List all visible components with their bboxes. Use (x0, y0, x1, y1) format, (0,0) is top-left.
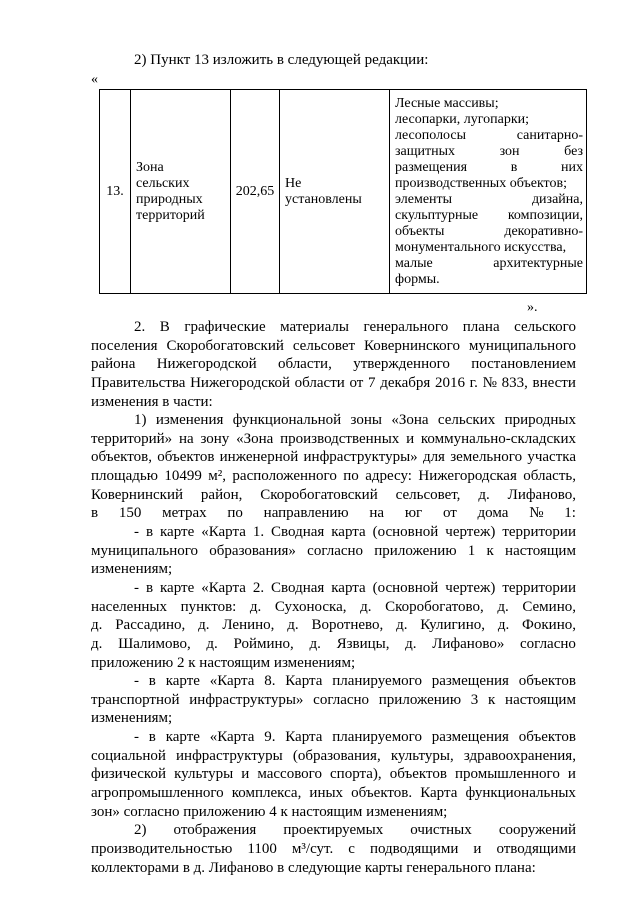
body-line: транспортной инфраструктуры» согласно приложению 3 к настоящим (91, 691, 576, 708)
body-line: Ковернинский район, Скоробогатовский сельсовет, д. Лифаново, (91, 486, 576, 503)
body-line: - в карте «Карта 2. Сводная карта (основной чертеж) территории (134, 579, 576, 596)
body-line: 1) изменения функциональной зоны «Зона сельских природных (134, 412, 576, 429)
body-line: приложению 2 к настоящим изменениям; (91, 654, 356, 671)
permitted-item-line: защитных зон без (395, 143, 583, 159)
permitted-items-cell (390, 90, 587, 294)
body-line: изменениям; (91, 561, 173, 578)
zone-name-cell (131, 90, 231, 294)
body-line: территорий» на зону «Зона производственных и коммунально-складских (91, 430, 576, 447)
status-line: Не (285, 175, 302, 191)
permitted-items-list (395, 96, 583, 288)
body-line: коллекторами в д. Лифаново в следующие карты генерального плана: (91, 859, 536, 876)
quote-open: « (91, 72, 98, 87)
zone-table (99, 89, 587, 294)
status-cell (280, 90, 390, 294)
body-line: агропромышленного комплекса, иных объектов. Карта функциональных (91, 785, 576, 802)
permitted-item-line: монументального искусства, (395, 239, 567, 255)
body-text (91, 318, 576, 877)
zone-name-line: сельских (136, 175, 190, 191)
permitted-item-line: Лесные массивы; (395, 95, 499, 111)
body-line: объектов, объектов инженерной инфраструктуры» для земельного участка (91, 449, 576, 466)
body-line: изменениям; (91, 710, 173, 727)
body-line: района Нижегородской области, утвержденного постановлением (91, 356, 576, 373)
status-line: установлены (285, 191, 362, 207)
zone-name-line: Зона (136, 159, 164, 175)
body-line: 2. В графические материалы генерального плана сельского (134, 319, 576, 335)
permitted-item-line: формы. (395, 271, 440, 287)
permitted-item-line: размещения в них (395, 159, 583, 175)
body-line: Правительства Нижегородской области от 7 декабря 2016 г. № 833, внести (91, 374, 576, 391)
body-line: в 150 метрах по направлению на юг от дома № 1: (91, 505, 576, 522)
body-line: - в карте «Карта 9. Карта планируемого размещения объектов (134, 729, 576, 746)
body-line: зон» согласно приложению 4 к настоящим изменениям; (91, 803, 448, 820)
body-line: д. Рассадино, д. Ленино, д. Воротнево, д. Кулигино, д. Фокино, (91, 617, 576, 634)
body-line: д. Шалимово, д. Роймино, д. Язвицы, д. Лифаново» согласно (91, 635, 576, 652)
body-line: площадью 10499 м², расположенного по адресу: Нижегородская область, (91, 468, 576, 485)
zone-name-line: природных (136, 191, 203, 207)
body-line: изменения в части: (91, 393, 213, 410)
body-line: производительностью 1100 м³/сут. с подводящими и отводящими (91, 840, 576, 857)
permitted-item-line: скульптурные композиции, (395, 207, 583, 223)
area-cell (231, 90, 280, 294)
body-line: социальной инфраструктуры (образования, культуры, здравоохранения, (91, 747, 576, 764)
permitted-item-line: лесополосы санитарно- (395, 127, 583, 143)
permitted-item-line: производственных объектов; (395, 175, 567, 191)
body-line: населенных пунктов: д. Сухоноска, д. Скоробогатово, д. Семино, (91, 598, 576, 615)
amendment-heading: 2) Пункт 13 изложить в следующей редакции: (134, 52, 429, 68)
body-line: - в карте «Карта 1. Сводная карта (основной чертеж) территории (134, 524, 576, 541)
body-line: муниципального образования» согласно приложению 1 к настоящим (91, 542, 576, 559)
permitted-item-line: объекты декоративно- (395, 223, 583, 239)
body-line: - в карте «Карта 8. Карта планируемого размещения объектов (134, 673, 576, 690)
row-number-cell (100, 90, 131, 294)
body-line: 2) отображения проектируемых очистных сооружений (134, 822, 576, 839)
area-value: 202,65 (235, 183, 275, 199)
row-number: 13. (106, 183, 124, 199)
body-line: физической культуры и массового спорта), объектов промышленного и (91, 766, 576, 783)
zone-name-line: территорий (136, 207, 205, 223)
permitted-item-line: малые архитектурные (395, 255, 583, 271)
permitted-item-line: элементы дизайна, (395, 191, 583, 207)
table-row (100, 90, 587, 294)
quote-close: ». (527, 300, 538, 315)
body-line: поселения Скоробогатовский сельсовет Ковернинского муниципального (91, 337, 576, 354)
permitted-item-line: лесопарки, лугопарки; (395, 111, 530, 127)
